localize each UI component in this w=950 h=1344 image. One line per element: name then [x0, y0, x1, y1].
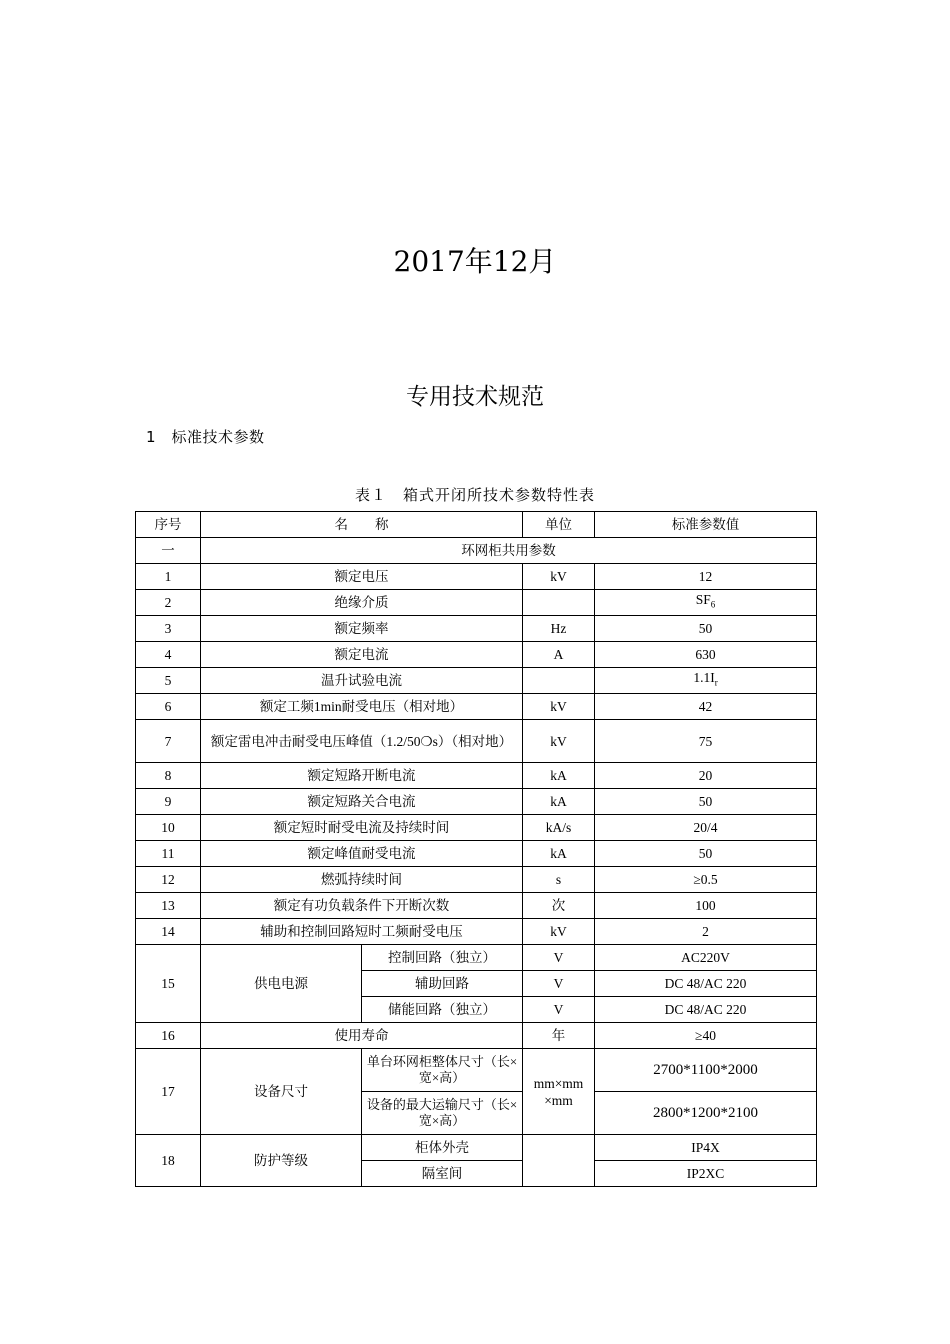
- row-value: IP4X: [595, 1135, 817, 1161]
- row-no: 7: [136, 720, 201, 763]
- row-unit: kV: [523, 694, 595, 720]
- row-unit: V: [523, 971, 595, 997]
- table-row: [136, 893, 817, 919]
- row-no: 4: [136, 642, 201, 668]
- group-label: 环网柜共用参数: [201, 538, 817, 564]
- row-unit: s: [523, 867, 595, 893]
- table-row: [136, 642, 817, 668]
- row-value: 2800*1200*2100: [595, 1092, 817, 1135]
- row-unit: A: [523, 642, 595, 668]
- section-heading: 1 标准技术参数: [146, 428, 265, 446]
- row-name: 燃弧持续时间: [201, 867, 523, 893]
- value-main: 1.1I: [693, 670, 715, 686]
- document-date: 2017年12月: [393, 245, 557, 278]
- row-value: [595, 590, 817, 616]
- row-unit: 次: [523, 893, 595, 919]
- row-value: 2: [595, 919, 817, 945]
- row-value: DC 48/AC 220: [595, 971, 817, 997]
- row-name: 额定有功负载条件下开断次数: [201, 893, 523, 919]
- row-name: 额定电压: [201, 564, 523, 590]
- row-unit: [523, 590, 595, 616]
- row-value: 630: [595, 642, 817, 668]
- group-no: 一: [136, 538, 201, 564]
- table-row: [136, 590, 817, 616]
- table-row: [136, 616, 817, 642]
- row-group: 设备尺寸: [201, 1049, 362, 1135]
- row-no: 9: [136, 789, 201, 815]
- row-unit: kV: [523, 720, 595, 763]
- row-value: 50: [595, 789, 817, 815]
- table-row: [136, 668, 817, 694]
- row-no: 14: [136, 919, 201, 945]
- row-name: 额定短路开断电流: [201, 763, 523, 789]
- group-row: [136, 538, 817, 564]
- table-row: [136, 694, 817, 720]
- row-no: 12: [136, 867, 201, 893]
- row-subname: 隔室间: [362, 1161, 523, 1187]
- row-value: 20/4: [595, 815, 817, 841]
- row-unit: V: [523, 945, 595, 971]
- row-no: 15: [136, 945, 201, 1023]
- row-name: 额定雷电冲击耐受电压峰值（1.2/50❍s）（相对地）: [201, 720, 523, 763]
- spec-title: 专用技术规范: [406, 384, 544, 410]
- row-subname: 单台环网柜整体尺寸（长×宽×高）: [362, 1049, 523, 1092]
- table-row: [136, 919, 817, 945]
- row-no: 10: [136, 815, 201, 841]
- row-name: 额定峰值耐受电流: [201, 841, 523, 867]
- row-no: 17: [136, 1049, 201, 1135]
- table-row: [136, 564, 817, 590]
- header-value: 标准参数值: [595, 512, 817, 538]
- row-group: 供电电源: [201, 945, 362, 1023]
- row-value: 20: [595, 763, 817, 789]
- row-no: 16: [136, 1023, 201, 1049]
- header-no: 序号: [136, 512, 201, 538]
- row-value: AC220V: [595, 945, 817, 971]
- row-unit: V: [523, 997, 595, 1023]
- table-header-row: [136, 512, 817, 538]
- table-row: [136, 720, 817, 763]
- row-no: 3: [136, 616, 201, 642]
- row-subname: 柜体外壳: [362, 1135, 523, 1161]
- header-name: 名 称: [201, 512, 523, 538]
- table-row: [136, 815, 817, 841]
- table-row: [136, 789, 817, 815]
- row-value: 2700*1100*2000: [595, 1049, 817, 1092]
- row-value: DC 48/AC 220: [595, 997, 817, 1023]
- row-name: 温升试验电流: [201, 668, 523, 694]
- row-unit: kV: [523, 564, 595, 590]
- row-unit: mm×mm×mm: [523, 1049, 595, 1135]
- table-row: [136, 1049, 817, 1092]
- row-value: 12: [595, 564, 817, 590]
- row-group: 防护等级: [201, 1135, 362, 1187]
- row-unit: kV: [523, 919, 595, 945]
- row-no: 13: [136, 893, 201, 919]
- row-no: 11: [136, 841, 201, 867]
- table-row: [136, 1135, 817, 1161]
- table-caption: 表１ 箱式开闭所技术参数特性表: [354, 486, 595, 504]
- row-value: [595, 668, 817, 694]
- row-value: IP2XC: [595, 1161, 817, 1187]
- parameter-table: [135, 511, 817, 1187]
- row-value: 42: [595, 694, 817, 720]
- value-main: SF: [695, 592, 711, 608]
- row-name: 额定频率: [201, 616, 523, 642]
- row-unit: Hz: [523, 616, 595, 642]
- row-no: 18: [136, 1135, 201, 1187]
- row-no: 1: [136, 564, 201, 590]
- table-row: [136, 1023, 817, 1049]
- row-unit: [523, 1135, 595, 1187]
- row-name: 额定短路关合电流: [201, 789, 523, 815]
- row-unit: kA: [523, 841, 595, 867]
- row-subname: 储能回路（独立）: [362, 997, 523, 1023]
- row-subname: 控制回路（独立）: [362, 945, 523, 971]
- row-subname: 辅助回路: [362, 971, 523, 997]
- row-name: 辅助和控制回路短时工频耐受电压: [201, 919, 523, 945]
- row-no: 2: [136, 590, 201, 616]
- row-name: 绝缘介质: [201, 590, 523, 616]
- row-value: 50: [595, 616, 817, 642]
- row-unit: kA/s: [523, 815, 595, 841]
- row-no: 6: [136, 694, 201, 720]
- row-unit: kA: [523, 763, 595, 789]
- value-subscript: r: [714, 677, 718, 688]
- row-name: 额定工频1min耐受电压（相对地）: [201, 694, 523, 720]
- table-row: [136, 945, 817, 971]
- table-row: [136, 763, 817, 789]
- row-name: 额定电流: [201, 642, 523, 668]
- row-name: 使用寿命: [201, 1023, 523, 1049]
- header-unit: 单位: [523, 512, 595, 538]
- row-name: 额定短时耐受电流及持续时间: [201, 815, 523, 841]
- row-value: 100: [595, 893, 817, 919]
- row-value: ≥40: [595, 1023, 817, 1049]
- row-no: 8: [136, 763, 201, 789]
- row-unit: kA: [523, 789, 595, 815]
- table-row: [136, 841, 817, 867]
- row-value: 75: [595, 720, 817, 763]
- value-subscript: 6: [710, 599, 716, 610]
- row-unit: 年: [523, 1023, 595, 1049]
- row-value: 50: [595, 841, 817, 867]
- row-subname: 设备的最大运输尺寸（长×宽×高）: [362, 1092, 523, 1135]
- table-row: [136, 867, 817, 893]
- row-unit: [523, 668, 595, 694]
- row-value: ≥0.5: [595, 867, 817, 893]
- row-no: 5: [136, 668, 201, 694]
